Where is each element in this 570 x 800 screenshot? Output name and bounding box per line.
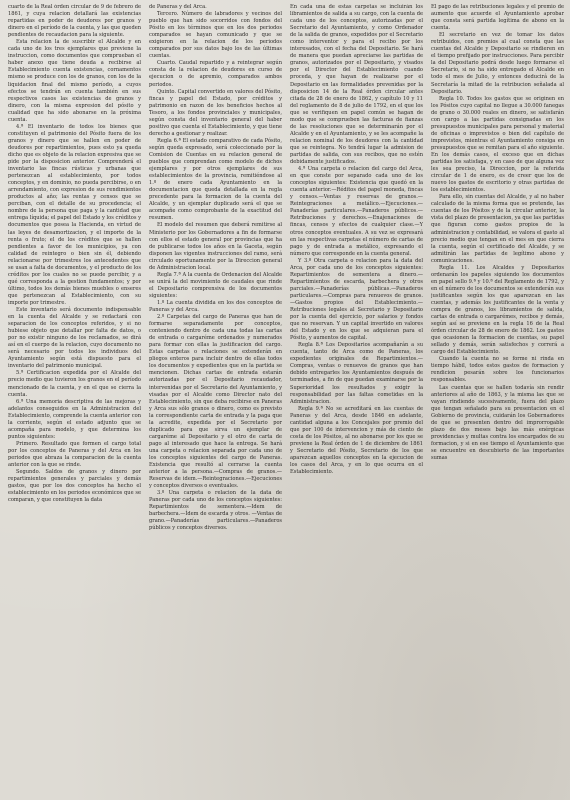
paragraph: 3.º Una carpeta o relacion de la data de Paneras por cada uno de los conceptos siguientes: Repartimientos de sementera.—Idem de barbechera.—Ídem de escarda y otros. —Ventas de grano.—Panaderías particulares.—Panaderos públicos y conceptos diversos. (149, 490, 282, 532)
paragraph: de Paneras y del Arca. (149, 4, 207, 10)
paragraph: Regla 7.ª A la cuenta de Ordenacion del Alcalde se unirá la del movimiento de caudales que rinde el Depositario comprensiva de los documentos siguientes: (149, 271, 282, 299)
paragraph: Cuarto. Caudal repartido y a reintegrar según consta de la relacion de deudores en curso de ejecucion o de apremio, comparados ambos periodos. (149, 60, 282, 88)
paragraph: Regla 10. Todos los gastos que se originen en los Pósitos cuyo capital no llegue a 30.000 fanegas de grano o 30.000 reales en dinero, se satisfarán con cargo a las partidas consignadas en los presupuestos municipales para personal y material de oficinas o imprevistos o bien del capítulo de imprevistos, mientras el Ayuntamiento consiga en presupuestos que se remitan para el año siguiente. En los demás casos, el exceso que en dichas partidas los satisfaga, y en caso de que alguna vez les sea preciso, la Direccion, por la referida circular de 1 de enero, es de creer que los de nuevo los gastos de escritorio y otras partidas de los establecimientos. (431, 95, 564, 194)
paragraph: Y 3.º Otra carpeta o relacion para la data del Arca, por cada uno de los conceptos siguientes: Repartimientos de sementera a dinero.—Repartimientos de escarda, barbechera y otros parciales.—Panaderías públicas.—Panaderos particulares.—Compras para renuevos de granos.—Gastos propios del Establecimiento.—Retribuciones legales al Secretario y Depositario por la cuenta del ejercicio, por salarios y fondos que no reservan. Y un capital invertido en valores del Estado y en los que se adquieran para el Pósito, y aumentos de capital. (290, 257, 423, 342)
paragraph: El modelo del resumen que deberá remitirse al Ministerio por los Gobernadores a fin de formarse con ellos el estado general por provincias que ha de publicarse todos los años en la Gaceta, según disponen las vigentes instrucciones del ramo, será circulado oportunamente por la Direccion general de Administracion local. (149, 222, 282, 271)
paragraph: Regla 8.ª Los Depositarios acompañarán a su cuenta, tanto de Arca como de Paneras, los expedientes originales de Repartimientos.—Compras, ventas o renuevos de granos que han debido entregarles los Ayuntamientos después de terminados, a fin de que puedan examinarse por la Superioridad los resultados y exigir la responsabilidad por las faltas cometidas en la Administracion. (290, 342, 423, 405)
column-1 (8, 4, 141, 794)
paragraph: 5.ª Certificacion expedida por el Alcalde del precio medio que tuvieron los granos en el período mencionado de la cuenta, y en el que se cierra la cuenta. (8, 370, 141, 398)
paragraph: Regla 6.ª El estado comparativo de cada Pósito, según queda expresado, será coleccionado por la Comision de Cuentas en su relacion general de pueblos que comprendan como modelo de dichos ejemplares y por otros ejemplares de sus establecimientos de la provincia, remitiéndose al 1.º de enero cada Ayuntamiento en la documentacion que queda detallada en la regla precedente para la formacion de la cuenta del Alcalde, y un ejemplar duplicado será el que se acompañe como comprobante de la exactitud del resumen. (149, 137, 282, 222)
column-2 (149, 4, 282, 794)
paragraph: Primero. Resultado que formen el cargo total por los conceptos de Paneras y del Arca en los periodos que abraza la comparacion de la cuenta anterior con la que se rinde. (8, 440, 141, 469)
paragraph: 6.ª Una memoria descriptiva de las mejoras y adelantos conseguidos en la Administracion del Establecimiento, comprende la cuenta anterior con la corriente, según el estado adjunto que se acompaña para modelo, y que determina los puntos siguientes: (8, 398, 141, 440)
paragraph: 1.º La cuenta dividida en los dos conceptos de Paneras y del Arca. (149, 299, 282, 314)
column-3 (290, 4, 423, 794)
paragraph: En cada una de estas carpetas se incluirán los libramientos de salida a su cargo, con la cuenta de cada uno de los conceptos, autorizadas por el Secretario del Ayuntamiento, y como Ordenador de la salida de granos, expedidos por el Secretario como interventor y para el recibo por los interesados, con el fecha del Depositario. Se hará de manera que puedan apreciarse las partidas de granos, autorizados por el Depositario, y visados por el Director del Establecimiento cuando proceda, y que hayan de realizarse por el Depositario en las formalidades prevenidas por la disposicion 14 de la Real órden circular antes citada de 28 de enero de 1862, y capítulo 10 y 11 del reglamento de 8 de julio de 1792, en el que los que se verifiquen en papel común se hagan de modo que se comprueben las facturas de fianzas de las resoluciones que se determinarán por el Alcalde y en el Ayuntamiento, y se les acompañe la relacion nominal de los deudores con la cantidad que se reintegra. No tendrá lugar la admision de partidas de salida, con sus recibos, que no estén debidamente justificados. (290, 4, 423, 166)
text-columns (8, 4, 564, 794)
paragraph: Para ello, sin cuentas del Alcalde, y al no haber calculado de la misma forma que se pretende, las cuentas de los Pósitos y de la circular anterior, la vista del plazo de presentacion, ya que las partidas que figuran como gastos propios de la administracion y contabilidad, se valora el gasto al precio medio que tengan en el mes en que cierra la cuenta, según el certificado del Alcalde, y se admitirán las partidas de legítimo abono y comunicaciones. (431, 194, 564, 264)
paragraph: El secretario en vez de tomar los datos retribuidos, con premios al cual consta que las cuentas del Alcalde y Depositario se rindieren en el tiempo prefijado por instrucciones. Para percibir la del Depositario podrá desde luego formarse el Secretario, si no ha sido entregado el Alcalde en todo el mes de Julio, y entonces deducirá de la Secretaría la mitad de la retribucion señalada al Depositario. (431, 32, 564, 95)
paragraph: Segundo. Saldos de granos y dinero por repartimientos generales y parciales y demás gastos, que por los dos conceptos ha hecho el establecimiento en los periodos económicos que se comparan, y que constituyen la data (8, 469, 141, 504)
paragraph: 4.ª Una carpeta o relacion del cargo del Arca, en que conste por separado cada uno de los conceptos siguientes: Existencia que quedó en la cuenta anterior.—Réditos del papel moneda, fincas y censos.—Ventas y reservas de granos.—Reintegraciones a metálico.—Ejecuciones.—Panaderías particulares.—Panaderos públicos.—Retribuciones y derechos.—Enajenaciones de fincas, censos y efectos de cualquier clase.—Y otros conceptos eventuales. A su vez se expresará en las respectivas carpetas el número de cartas de pago y de entrada a metálico, expresando el número que corresponde en la cuenta general. (290, 166, 423, 257)
paragraph: Cuando la cuenta no se forme ni rinda en tiempo hábil, todos estos gastos de formacion y rendicion pesarán sobre los funcionarios responsables. (431, 356, 564, 384)
paragraph: Quinto. Capital convertido en valores del Pósito, fincas y papel del Estado, por créditos y patrimonio en razon de los beneficios hechos al Tesoro, a los fondos provinciales y municipales, según consta del inventario general del haber positivo que cuenta el Establecimiento, y que tiene derecho a gestionar y realizar. (149, 88, 282, 137)
paragraph: 4.ª El inventario de todos los bienes que constituyen el patrimonio del Pósito fuera de los granos y dinero que se hallen en poder de deudores por repartimientos, pues esto ya queda dicho que es objeto de la relacion expresiva que se pide por la disposicion anterior. Comprenderá el inventario las fincas rústicas y urbanas que pertenezcan al establecimiento, por todos conceptos, y en dominio, no pueda percibirse, o en arrendamiento, con expresion de sus rendimientos productos al año; las rentas y censos que se perciban, con el detalle de su procedencia; el nombre de la persona que paga y la cantidad que entrega líquida; el papel del Estado y los créditos y documentos que posea la Hacienda, en virtud de las leyes de desamortizacion, y el importe de la renta o fruto; el de los créditos que se hallen pendientes a favor de los municipios, ya con calidad de reintegro o bien sin él, debiendo relacionarse por trimestres los antecedentes que se usan a falta de documentos, y el producto de los créditos por los cuales no se puede percibir, y a qué corresponda a la gestion fundamentos; y por último, todos los demás bienes muebles o enseres que pertenezcan al Establecimiento, con su importe por trimestre. (8, 123, 141, 306)
paragraph: 2.º Carpetas del cargo de Paneras que han de formarse separadamente por conceptos, conteniendo dentro de cada una todas las cartas de entrada o cargaréme ordenados y numerados para formar con ellas la justificacion del cargo. Estas carpetas o relaciones se extenderán en pliegos enteros para incluir dentro de ellas todos los documentos y expedientes que en la partida se mencionen. Dichas cartas de entrada estarán autorizadas por el Depositario recaudador, intervenidas por el Secretario del Ayuntamiento, y visadas por el Alcalde como Director nato del Establecimiento, sin que deba recibirse en Paneras y Arca sus sólo granos o dinero, como es previsto la correspondiente carta de entrada y la paga que la acredite, expedida por el Secretario por duplicado para que sirva un ejemplar de cargaréme al Depositario y el otro de carta de pago al interesado que hace la entrega. Se hará una carpeta o relacion separada por cada uno de los conceptos siguientes del cargo de Paneras. Existencia que resultó al cerrarse la cuenta anterior a la persona.—Compras de granos.—Reservas de idem.—Reintegraciones.—Ejecuciones y conceptos diversos o eventuales. (149, 314, 282, 490)
paragraph: cuarto de la Real órden circular de 9 de febrero de 1861, y cuya relacion detallará las existencias repartidas en poder de deudores por granos y dinero en el período de la cuenta, y las que queden pendientes de recaudacion para la siguiente. (8, 4, 141, 39)
paragraph: Este inventario será documento indispensable en la cuenta del Alcalde y se redactará con separacion de los conceptos referidos, y si no hubiese objeto que detallar por falta de datos, o por no existir ninguno de los reclamados, se dirá así en el cuerpo de la relacion, cuyo documento no será necesario por todos los individuos del Ayuntamiento según está dispuesto para el inventario del patrimonio municipal. (8, 307, 141, 370)
column-4 (431, 4, 564, 794)
paragraph: Esta relacion la de suscribir el Alcalde y en cada uno de los tres ejemplares que previene la instruccion, como documentos que comprueban el haber anexo que tiene deuda a recibirse al Establecimiento cuenta existencias, cornamentos mismo se produce con los de granos, con los de la liquidacion final del mismo período, a cuyos efectos se tendrán en cuenta también en sus respectivos casos las existencias de granos y dinero, con la misma expresion del pósito y cualidad que ha sido abonarse en la próxima cuenta. (8, 39, 141, 123)
paragraph: Las cuentas que se hallen todavía sin rendir anteriores al año de 1863, y la misma las que se vayan rindiendo sucesivamente, fuera del plazo que tengan señalado para su presentacion en el Gobierno de provincia, cuidarán los Gobernadores de que se presenten dentro del improrrogable plazo de dos meses bajo las más enérgicas providencias y multas contra los encargados de su formacion, y si en ese tiempo el Ayuntamiento que se encuentre en descubierto de las importantes sumas (431, 384, 564, 461)
paragraph: El pago de las retribuciones legales y el premio de aumento que acuerde el Ayuntamiento aprobar que consta será partida legítima de abono en la cuenta. (431, 4, 564, 32)
paragraph: Regla 9.ª No se acreditará en las cuentas de Paneras y del Arca, desde 1846 en adelante, cantidad alguna a los Concejales por premio del que por 100 de intervencion y más de ciento de costa de los Pósitos, al no abonarse por los que se previene la Real órden de 1 de diciembre de 1861 y Secretario del Pósito, Secretario de los que aparezcan aquellos conceptos en la ejecucion de los casos del Arca, y en lo que ocurra en el Establecimiento. (290, 405, 423, 476)
paragraph: Tercero. Número de labradores y vecinos del pueblo que han sido socorridos con fondos del Pósito en los términos que en los dos periodos comparados se hayan comunicado y que se exigieron en la relacion de los periodos comparados por sus datos bajo los de las últimas cuentas. (149, 11, 282, 60)
paragraph: Regla 11. Los Alcaldes y Depositarios ordenarán los papeles siguiendo los documentos en papel sello 9.ª y 10.ª del Reglamento de 1792, y en el número de los documentos se extenderán sus justificantes según los que aparezcan en las cuentas, y además los justificantes de la venta y compra de granos, los libramientos de salida, cartas de entrada o cargarémes, recibos y demás, según así se previene en la regla 16 de la Real órden circular de 28 de enero de 1862. Los gastos que ocasionen la formacion de cuentas, su papel sellado y demás, serán satisfechos y correrá a cargo del Establecimiento. (431, 264, 564, 356)
